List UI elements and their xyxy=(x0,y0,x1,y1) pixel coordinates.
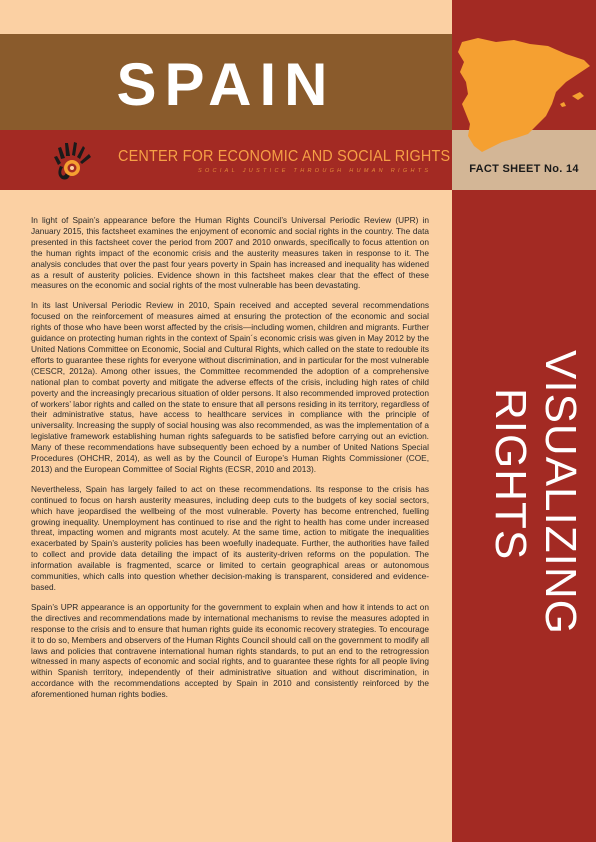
fact-sheet-label: FACT SHEET No. 14 xyxy=(469,163,579,175)
upr-opportunity-paragraph: Spain’s UPR appearance is an opportunity for the government to explain when and how it intends to act on the directives and recommendations made by international mechanisms to revise the measures adopted in response to the crisis and to ensure that human rights guide its economic recovery strategies. To encourage it to do so, Members and observers of the Human Rights Council should call on the government to modify all laws and policies that contravene international human rights standards, to put an end to the retrogression witnessed in many aspects of economic and social rights, and to guarantee these rights for all people living within Spanish territory, independently of their administrative situation and without discrimination, in accordance with the recommendations accepted by Spain in 2010 and consistently reinforced by the aforementioned human rights bodies. xyxy=(31,601,429,700)
top-strip xyxy=(0,0,452,34)
organization-name: CENTER FOR ECONOMIC AND SOCIAL RIGHTS xyxy=(118,148,451,165)
body-text xyxy=(31,215,429,709)
vertical-title-rights: RIGHTS xyxy=(486,388,535,561)
spain-map-icon xyxy=(456,34,594,158)
organization-tagline: SOCIAL JUSTICE THROUGH HUMAN RIGHTS xyxy=(198,168,432,174)
page-title: SPAIN xyxy=(116,51,336,118)
cesr-logo-icon xyxy=(52,139,100,183)
austerity-paragraph: Nevertheless, Spain has largely failed to act on these recommendations. Its response to the crisis has continued to focus on harsh austerity measures, including deep cuts to the budgets of key social sectors, which have jeopardised the wellbeing of the most vulnerable. Poverty has become entrenched, fuelling growing inequality. Unemployment has continued to rise and the right to health has come under increased threat, impacting women and migrants most acutely. At the same time, action to mitigate the inequalities exacerbated by Spain’s austerity policies has been woefully inadequate. Further, the authorities have failed to collect and provide data detailing the impact of its austerity-driven reforms on the population. The information available is fragmented, scarce or limited to certain geographical areas or autonomous communities, which calls into question whether decision-making is transparent, considered and evidence-based. xyxy=(31,483,429,592)
vertical-title-visualizing: VISUALIZING xyxy=(536,350,585,635)
upr-2010-paragraph: In its last Universal Periodic Review in 2010, Spain received and accepted several recommendations focused on the reinforcement of measures aimed at ensuring the protection of the economic and social rights of those who have been worst affected by the crisis—including women, children and migrants. Further guidance on protecting human rights in the context of Spain´s economic crisis was given in May 2012 by the United Nations Committee on Economic, Social and Cultural Rights, which called on the state to redouble its efforts to guarantee these rights for everyone without discrimination, and in particular for the most vulnerable (CESCR, 2012a). Among other issues, the Committee recommended the adoption of a comprehensive national plan to combat poverty and mitigate the adverse effects of the crisis, including high rates of child poverty and the increasingly precarious situation of older persons. It also recommended improved protection of workers’ labor rights and called on the state to ensure that all persons residing in its territory, regardless of their administrative status, have access to healthcare services in compliance with the principle of universality. Increasing the supply of social housing was also recommended, as was the implementation of a legislative framework establishing human rights safeguards to be satisfied before carrying out an eviction. Many of these recommendations have subsequently been echoed by a number of United Nations Special Procedures (OHCHR, 2014), as well as by the Council of Europe’s Human Rights Commissioner (COE, 2013) and the European Committee of Social Rights (ECSR, 2010 and 2013). xyxy=(31,300,429,474)
intro-paragraph: In light of Spain’s appearance before the Human Rights Council’s Universal Periodic Review (UPR) in January 2015, this factsheet examines the enjoyment of economic and social rights in the country. The data presented in this factsheet cover the period from 2007 and 2010 onwards, specifically to focus attention on the human rights impact of the economic crisis and the austerity measures taken in response to it. The analysis concludes that over the past four years poverty in Spain has increased and inequality has widened as a result of austerity policies. Evidence shown in this factsheet makes clear that the effect of these measures on the economic and social rights of the most vulnerable has been devastating. xyxy=(31,215,429,291)
